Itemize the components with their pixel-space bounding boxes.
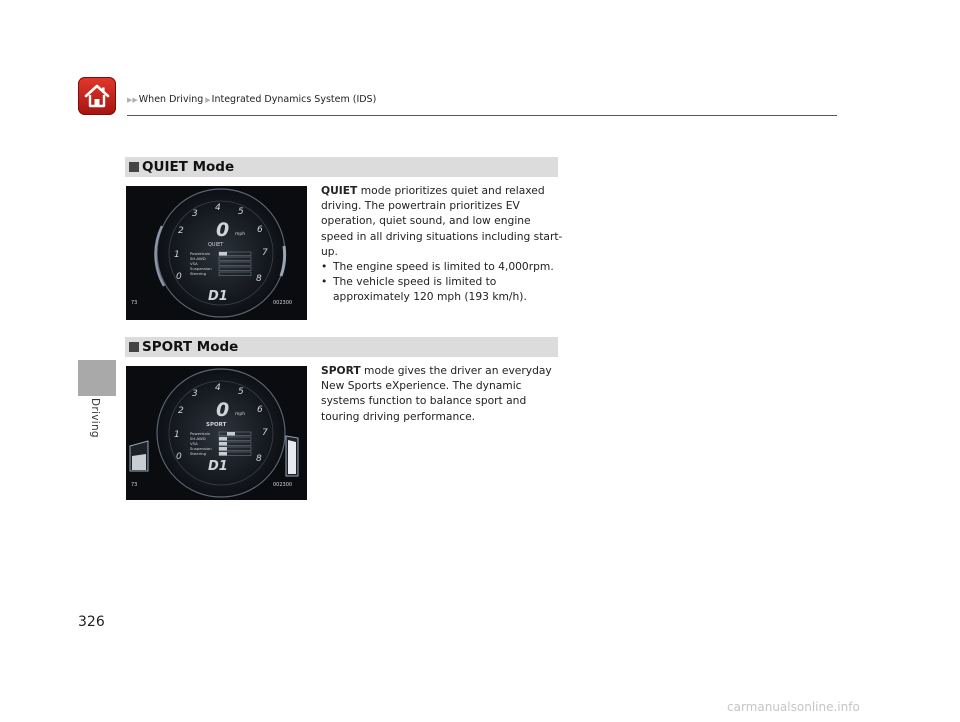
list-item: • The engine speed is limited to 4,000rpm. xyxy=(321,259,566,274)
svg-text:1: 1 xyxy=(174,250,180,260)
list-item: • The vehicle speed is limited to approximately 120 mph (193 km/h). xyxy=(321,274,566,304)
svg-text:Steering: Steering xyxy=(190,271,207,276)
header-divider xyxy=(127,115,837,116)
dashboard-image-quiet xyxy=(126,186,307,320)
dashboard-image-sport xyxy=(126,366,307,500)
section-heading-quiet xyxy=(125,157,558,177)
home-button[interactable] xyxy=(78,77,116,115)
mode-label: QUIET xyxy=(208,242,224,248)
svg-text:0: 0 xyxy=(176,452,182,462)
svg-text:Steering: Steering xyxy=(190,451,207,456)
page-number: 326 xyxy=(78,614,105,630)
speed-unit: mph xyxy=(235,232,246,237)
svg-text:SH-AWD: SH-AWD xyxy=(190,436,206,441)
instrument-cluster-sport xyxy=(126,366,307,500)
svg-text:VSA: VSA xyxy=(190,441,198,446)
svg-text:Suspension: Suspension xyxy=(190,446,212,451)
speed-readout: 0 xyxy=(216,399,230,421)
breadcrumb-arrow-icon: ▶ xyxy=(205,96,211,104)
breadcrumb-when-driving[interactable]: When Driving xyxy=(138,94,204,105)
gear-readout: D1 xyxy=(208,459,228,474)
temperature-readout: 73 xyxy=(131,300,138,306)
svg-text:Powertrain: Powertrain xyxy=(190,251,211,256)
section-heading-text: SPORT Mode xyxy=(142,339,239,355)
svg-text:5: 5 xyxy=(238,387,244,397)
svg-text:8: 8 xyxy=(256,274,262,284)
svg-text:3: 3 xyxy=(192,209,198,219)
svg-text:VSA: VSA xyxy=(190,261,198,266)
svg-text:8: 8 xyxy=(256,454,262,464)
svg-text:4: 4 xyxy=(215,383,221,393)
mode-label: SPORT xyxy=(206,422,227,428)
breadcrumb xyxy=(127,94,378,105)
breadcrumb-arrow-icon: ▶▶ xyxy=(127,96,138,104)
svg-text:2: 2 xyxy=(178,226,184,236)
home-icon xyxy=(83,82,111,110)
svg-text:0: 0 xyxy=(176,272,182,282)
mode-keyword: QUIET xyxy=(321,184,358,197)
svg-text:Powertrain: Powertrain xyxy=(190,431,211,436)
speed-readout: 0 xyxy=(216,219,230,241)
speed-unit: mph xyxy=(235,412,246,417)
mode-keyword: SPORT xyxy=(321,364,361,377)
paragraph-text: mode gives the driver an everyday New Sports eXperience. The dynamic systems function to balance sport and touring driving performance. xyxy=(321,364,552,423)
svg-text:3: 3 xyxy=(192,389,198,399)
section-square-icon xyxy=(129,162,139,172)
section-heading-sport xyxy=(125,337,558,357)
svg-text:7: 7 xyxy=(262,428,268,438)
section-heading-text: QUIET Mode xyxy=(142,159,235,175)
temperature-readout: 73 xyxy=(131,482,138,488)
section-square-icon xyxy=(129,342,139,352)
side-tab-driving[interactable] xyxy=(78,360,116,396)
bullet-list xyxy=(321,259,566,305)
odometer-readout: 002300 xyxy=(273,482,293,488)
odometer-readout: 002300 xyxy=(273,300,293,306)
gear-readout: D1 xyxy=(208,289,228,304)
watermark: carmanualsonline.info xyxy=(727,700,860,714)
quiet-description xyxy=(321,183,566,305)
sport-description xyxy=(321,363,566,424)
svg-text:SH-AWD: SH-AWD xyxy=(190,256,206,261)
paragraph-text: mode prioritizes quiet and relaxed driving. The powertrain prioritizes EV operation, quiet sound, and low engine speed in all driving situations including start-up. xyxy=(321,184,563,258)
svg-text:5: 5 xyxy=(238,207,244,217)
breadcrumb-ids[interactable]: Integrated Dynamics System (IDS) xyxy=(211,94,377,105)
svg-text:2: 2 xyxy=(178,406,184,416)
svg-text:4: 4 xyxy=(215,203,221,213)
svg-text:1: 1 xyxy=(174,430,180,440)
svg-text:6: 6 xyxy=(257,225,263,235)
svg-text:6: 6 xyxy=(257,405,263,415)
side-tab-label: Driving xyxy=(89,398,101,438)
svg-text:7: 7 xyxy=(262,248,268,258)
instrument-cluster-quiet xyxy=(126,186,307,320)
svg-text:Suspension: Suspension xyxy=(190,266,212,271)
